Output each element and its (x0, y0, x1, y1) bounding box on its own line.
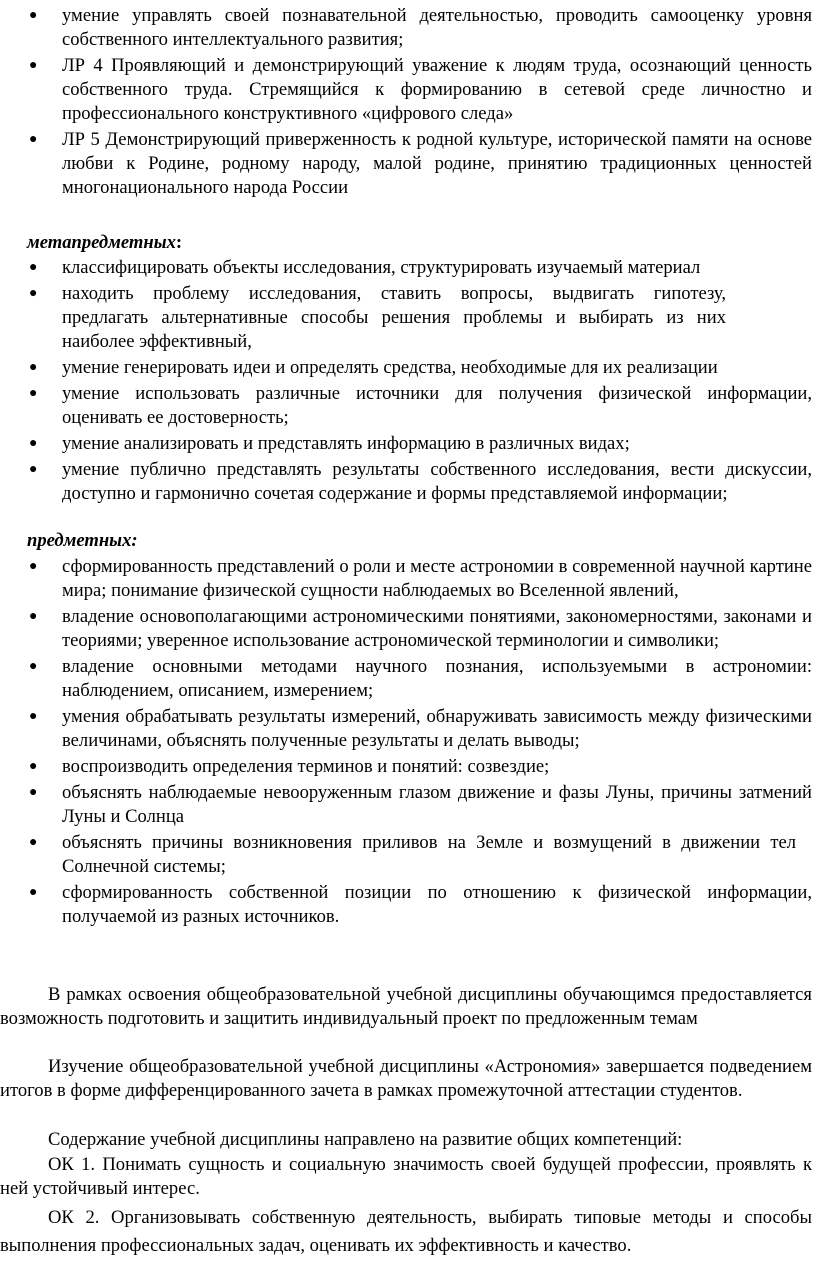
bullet-icon: ● (29, 58, 38, 73)
paragraph: ОК 2. Организовывать собственную деятельность, выбирать типовые методы и способы выполнения профессиональных задач, оценивать их эффективность и качество. (0, 1207, 812, 1256)
bullet-icon: ● (29, 785, 38, 800)
list-item: ● владение основными методами научного познания, используемыми в астрономии: наблюдением, описанием, измерением; (29, 656, 812, 701)
paragraph: ОК 1. Понимать сущность и социальную значимость своей будущей профессии, проявлять к ней устойчивый интерес. (0, 1154, 812, 1199)
bullet-icon: ● (29, 436, 38, 451)
bullet-icon: ● (29, 659, 38, 674)
personal-results-list (0, 4, 816, 202)
list-item: ● сформированность представлений о роли и месте астрономии в современной научной картине мира; понимание физической сущности наблюдаемых во Вселенной явлений, (29, 556, 812, 601)
list-item: ● воспроизводить определения терминов и понятий: созвездие; (29, 756, 550, 777)
bullet-icon: ● (29, 885, 38, 900)
bullet-icon: ● (29, 286, 38, 301)
bullet-icon: ● (29, 709, 38, 724)
bullet-icon: ● (29, 835, 38, 850)
subject-results-list (0, 555, 816, 931)
metasubject-results-list (0, 256, 816, 508)
list-item: ● находить проблему исследования, ставить вопросы, выдвигать гипотезу, предлагать альтернативные способы решения проблемы и выбирать из них наиболее эффективный, (29, 283, 726, 352)
subject-heading: предметных: (27, 530, 138, 551)
paragraph: Изучение общеобразовательной учебной дисциплины «Астрономия» завершается подведением итогов в форме дифференцированного зачета в рамках промежуточной аттестации студентов. (0, 1056, 812, 1101)
meta-heading: метапредметных: (27, 232, 183, 253)
list-item: ● объяснять наблюдаемые невооруженным глазом движение и фазы Луны, причины затмений Луны и Солнца (29, 782, 812, 827)
list-item: ● умения обрабатывать результаты измерений, обнаруживать зависимость между физическими величинами, объяснять полученные результаты и делать выводы; (29, 706, 812, 751)
paragraph: В рамках освоения общеобразовательной учебной дисциплины обучающимся предоставляется возможность подготовить и защитить индивидуальный проект по предложенным темам (0, 984, 812, 1029)
bullet-icon: ● (29, 260, 38, 275)
list-item: ● умение управлять своей познавательной деятельностью, проводить самооценку уровня собственного интеллектуального развития; (29, 5, 812, 50)
list-item: ● умение генерировать идеи и определять средства, необходимые для их реализации (29, 357, 718, 378)
list-item: ● классифицировать объекты исследования, структурировать изучаемый материал (29, 257, 701, 278)
bullet-icon: ● (29, 559, 38, 574)
list-item: ● ЛР 4 Проявляющий и демонстрирующий уважение к людям труда, осознающий ценность собственного труда. Стремящийся к формированию в сетевой среде личностно и профессионального конструктивного «цифрового следа» (29, 55, 812, 124)
list-item: ● умение публично представлять результаты собственного исследования, вести дискуссии, доступно и гармонично сочетая содержание и формы представляемой информации; (29, 459, 812, 504)
list-item: ● объяснять причины возникновения приливов на Земле и возмущений в движении тел Солнечной системы; (29, 832, 796, 877)
list-item: ● умение анализировать и представлять информацию в различных видах; (29, 433, 630, 454)
bullet-icon: ● (29, 609, 38, 624)
bullet-icon: ● (29, 360, 38, 375)
list-item: ● владение основополагающими астрономическими понятиями, закономерностями, законами и теориями; уверенное использование астрономической терминологии и символики; (29, 606, 812, 651)
list-item: ● сформированность собственной позиции по отношению к физической информации, получаемой из разных источников. (29, 882, 812, 927)
paragraph: Содержание учебной дисциплины направлено на развитие общих компетенций: (48, 1129, 683, 1150)
bullet-icon: ● (29, 462, 38, 477)
list-item: ● умение использовать различные источники для получения физической информации, оценивать ее достоверность; (29, 383, 812, 428)
bullet-icon: ● (29, 8, 38, 23)
bullet-icon: ● (29, 386, 38, 401)
list-item: ● ЛР 5 Демонстрирующий приверженность к родной культуре, исторической памяти на основе любви к Родине, родному народу, малой родине, принятию традиционных ценностей многонационального народа России (29, 129, 812, 198)
bullet-icon: ● (29, 759, 38, 774)
bullet-icon: ● (29, 132, 38, 147)
